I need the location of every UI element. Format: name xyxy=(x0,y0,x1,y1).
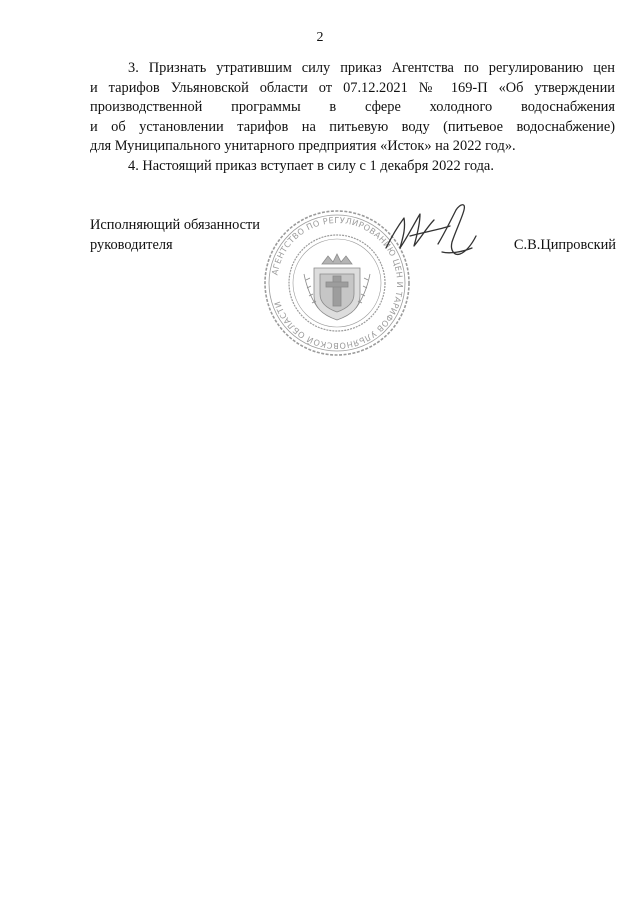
coat-of-arms-icon xyxy=(304,254,370,320)
paragraph-line: производственной программы в сфере холодного водоснабжения xyxy=(90,99,615,115)
page-number: 2 xyxy=(316,30,324,45)
paragraph-4 xyxy=(90,157,615,177)
signer-name: С.В.Ципровский xyxy=(513,237,616,253)
paragraph-line: 3. Признать утратившим силу приказ Агентства по регулированию цен xyxy=(128,60,615,76)
paragraph-line: 4. Настоящий приказ вступает в силу с 1 декабря 2022 года. xyxy=(128,157,494,174)
paragraph-line: и тарифов Ульяновской области от 07.12.2021 № 169-П «Об утверждении xyxy=(90,79,615,96)
paragraph-3 xyxy=(90,59,615,157)
paragraph-line: для Муниципального унитарного предприятия «Исток» на 2022 год». xyxy=(90,138,516,154)
signer-title-line2: руководителя xyxy=(90,236,173,253)
document-body xyxy=(90,59,615,176)
seal-ring-text: АГЕНТСТВО ПО РЕГУЛИРОВАНИЮ ЦЕН И ТАРИФОВ УЛЬЯНОВСКОЙ ОБЛАСТИ xyxy=(269,214,406,352)
signer-title-line1: Исполняющий обязанности xyxy=(90,217,261,233)
signer-title xyxy=(90,216,260,255)
handwritten-signature xyxy=(380,196,490,266)
paragraph-line: и об установлении тарифов на питьевую воду (питьевое водоснабжение) xyxy=(90,118,615,135)
